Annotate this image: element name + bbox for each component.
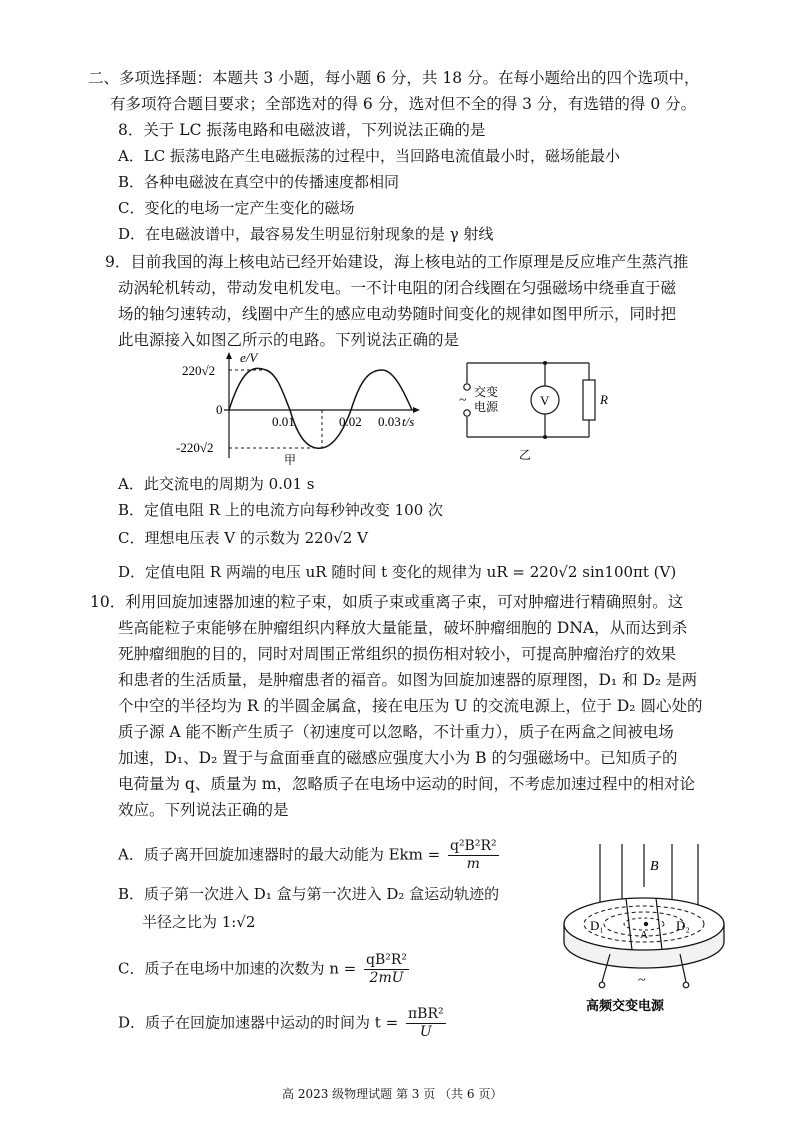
q10-stem-4: 和患者的生活质量，是肿瘤患者的福音。如图为回旋加速器的原理图，D₁ 和 D₂ 是两 [118, 671, 698, 689]
q10-option-a-denominator: m [466, 856, 480, 872]
figure-tilde: ~ [638, 973, 646, 988]
q8-option-a: A．LC 振荡电路产生电磁振荡的过程中，当回路电流值最小时，磁场能最小 [118, 147, 621, 165]
q9-stem-4: 此电源接入如图乙所示的电路。下列说法正确的是 [118, 331, 460, 349]
q9-circuit-yi [455, 355, 625, 465]
graph-origin-label: 0 [216, 402, 223, 417]
q10-option-a [118, 838, 499, 873]
q10-option-d-numerator: πBR² [407, 1006, 444, 1022]
graph-xlabel: t/s [402, 414, 415, 429]
graph-tick-2: 0.02 [339, 414, 362, 429]
q10-stem-5: 个中空的半径均为 R 的半圆金属盒，接在电压为 U 的交流电源上，位于 D₂ 圆心处的 [118, 697, 703, 715]
circuit-tilde: ~ [459, 393, 467, 408]
q10-stem-6: 质子源 A 能不断产生质子（初速度可以忽略，不计重力），质子在两盒之间被电场 [118, 723, 674, 741]
q9-stem-2: 动涡轮机转动，带动发电机发电。一不计电阻的闭合线圈在匀强磁场中绕垂直于磁 [118, 279, 677, 297]
q9-option-b: B．定值电阻 R 上的电流方向每秒钟改变 100 次 [118, 501, 444, 519]
graph-ymax-label: 220√2 [182, 363, 216, 378]
q10-option-b-line2: 半径之比为 1:√2 [142, 913, 256, 931]
section-title-line1: 二、多项选择题：本题共 3 小题，每小题 6 分，共 18 分。在每小题给出的四个选项中， [88, 69, 700, 87]
q10-option-b-line1: B．质子第一次进入 D₁ 盒与第一次进入 D₂ 盒运动轨迹的 [118, 885, 500, 903]
q9-option-a: A．此交流电的周期为 0.01 s [118, 475, 315, 493]
figure-b-label: B [650, 859, 659, 874]
q10-option-a-fraction [448, 838, 499, 873]
figure-caption: 高频交变电源 [586, 998, 665, 1013]
q9-graph-jia [176, 348, 430, 468]
circuit-resistor-label: R [600, 392, 608, 407]
q9-option-d: D．定值电阻 R 两端的电压 uR 随时间 t 变化的规律为 uR = 220√2 sin100πt (V) [118, 563, 677, 581]
figure-d2-label: D₂ [676, 918, 690, 933]
q8-option-b: B．各种电磁波在真空中的传播速度都相同 [118, 173, 400, 191]
circuit-source-line1: 交变 [474, 385, 499, 399]
figure-a-label: A [640, 929, 648, 941]
q10-option-d [118, 1006, 446, 1041]
graph-ymin-label: -220√2 [176, 440, 214, 455]
graph-tick-3: 0.03 [378, 414, 401, 429]
q8-option-d: D．在电磁波谱中，最容易发生明显衍射现象的是 γ 射线 [118, 225, 494, 243]
q10-option-d-denominator: U [419, 1024, 432, 1040]
page-footer: 高 2023 级物理试题 第 3 页 （共 6 页） [282, 1087, 503, 1101]
q9-stem-1: 9．目前我国的海上核电站已经开始建设，海上核电站的工作原理是反应堆产生蒸汽推 [105, 253, 689, 271]
q10-option-a-text: A．质子离开回旋加速器时的最大动能为 Ekm = [118, 845, 441, 864]
q10-option-c [118, 952, 409, 987]
graph-tick-1: 0.01 [272, 414, 295, 429]
q10-option-a-numerator: q²B²R² [449, 838, 497, 854]
q8-option-c: C．变化的电场一定产生变化的磁场 [118, 199, 355, 217]
graph-caption: 甲 [284, 453, 297, 467]
q10-stem-8: 电荷量为 q、质量为 m，忽略质子在电场中运动的时间，不考虑加速过程中的相对论 [118, 775, 695, 793]
q10-option-d-fraction [406, 1006, 446, 1041]
q10-stem-3: 死肿瘤细胞的目的，同时对周围正常组织的损伤相对较小，可提高肿瘤治疗的效果 [118, 645, 677, 663]
circuit-voltmeter-label: V [540, 393, 550, 408]
q10-stem-9: 效应。下列说法正确的是 [118, 801, 289, 819]
q10-option-c-text: C．质子在电场中加速的次数为 n = [118, 959, 357, 978]
q10-stem-1: 10．利用回旋加速器加速的粒子束，如质子束或重离子束，可对肿瘤进行精确照射。这 [90, 593, 684, 611]
q10-option-c-numerator: qB²R² [366, 952, 408, 968]
q9-option-c: C．理想电压表 V 的示数为 220√2 V [118, 529, 368, 547]
section-title-line2: 有多项符合题目要求；全部选对的得 6 分，选对但不全的得 3 分，有选错的得 0 分。 [110, 95, 697, 113]
q10-stem-7: 加速，D₁、D₂ 置于与盒面垂直的磁感应强度大小为 B 的匀强磁场中。已知质子的 [118, 749, 678, 767]
q10-option-c-fraction [364, 952, 409, 987]
q9-stem-3: 场的轴匀速转动，线圈中产生的感应电动势随时间变化的规律如图甲所示，同时把 [118, 305, 677, 323]
graph-ylabel: e/V [240, 350, 258, 365]
q8-stem: 8．关于 LC 振荡电路和电磁波谱，下列说法正确的是 [118, 121, 486, 139]
q10-option-c-denominator: 2mU [369, 970, 404, 986]
figure-d1-label: D₁ [590, 918, 604, 933]
circuit-source-line2: 电源 [474, 400, 499, 414]
q10-option-d-text: D．质子在回旋加速器中运动的时间为 t = [118, 1013, 399, 1032]
cyclotron-figure [540, 842, 740, 1022]
q10-stem-2: 些高能粒子束能够在肿瘤组织内释放大量能量，破坏肿瘤细胞的 DNA，从而达到杀 [118, 619, 688, 637]
circuit-caption: 乙 [519, 448, 532, 462]
